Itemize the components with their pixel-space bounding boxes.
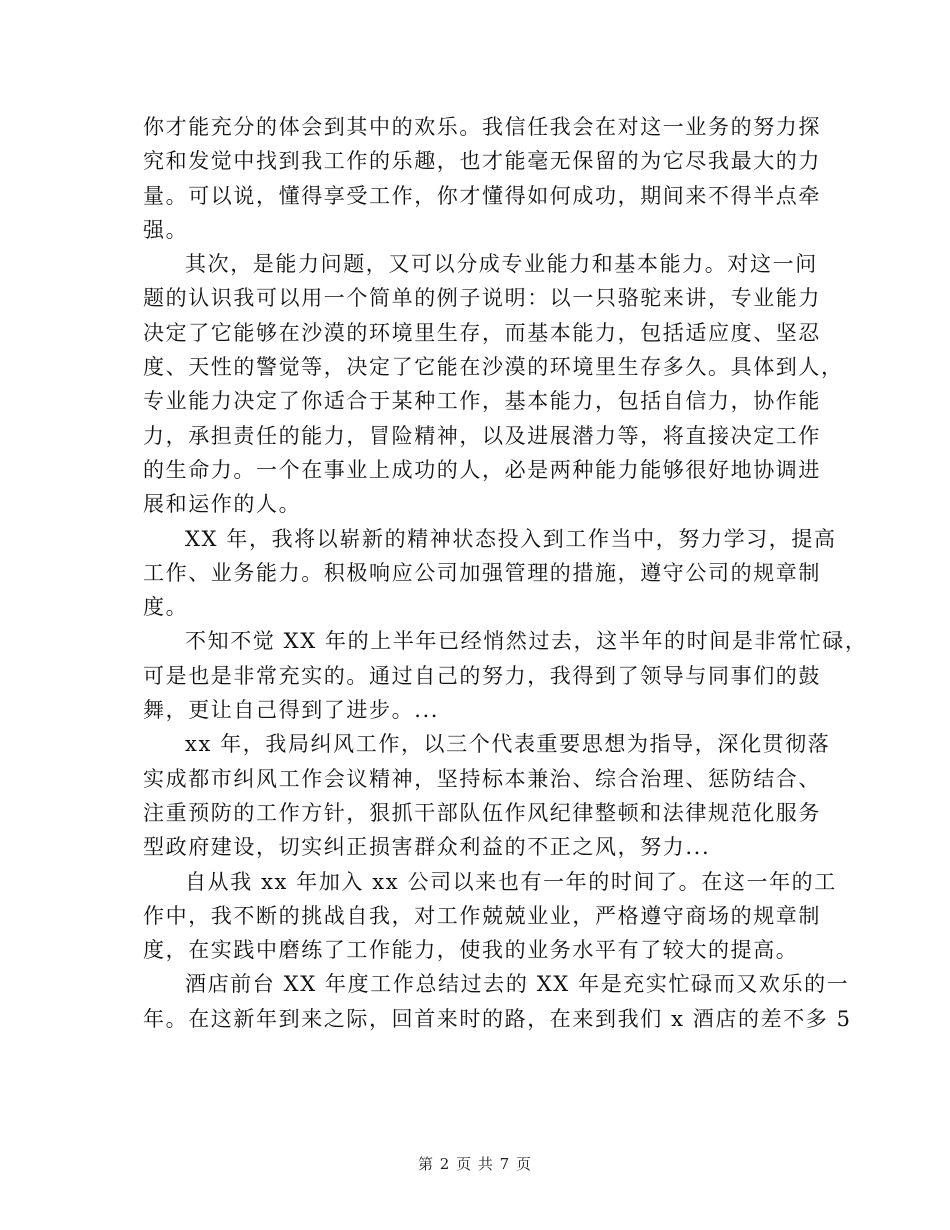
text-line: 度。 [143, 595, 189, 620]
text-line: xx 年，我局纠风工作，以三个代表重要思想为指导，深化贯彻落 [185, 732, 831, 757]
text-line: 型政府建设，切实纠正损害群众利益的不正之风，努力... [143, 835, 711, 860]
text-line: 工作、业务能力。积极响应公司加强管理的措施，遵守公司的规章制 [143, 560, 821, 585]
text-line: 你才能充分的体会到其中的欢乐。我信任我会在对这一业务的努力探 [143, 115, 821, 139]
text-line: 舞，更让自己得到了进步。... [143, 698, 440, 723]
text-line: 度，在实践中磨练了工作能力，使我的业务水平有了较大的提高。 [143, 938, 799, 963]
text-line: 的生命力。一个在事业上成功的人，必是两种能力能够很好地协调进 [143, 457, 821, 482]
text-line: 其次，是能力问题，又可以分成专业能力和基本能力。对这一问 [185, 252, 818, 277]
text-line: 量。可以说，懂得享受工作，你才懂得如何成功，期间来不得半点牵 [143, 183, 821, 208]
text-line: 度、天性的警觉等，决定了它能在沙漠的环境里生存多久。具体到人， [143, 355, 844, 380]
text-line: 实成都市纠风工作会议精神，坚持标本兼治、综合治理、惩防结合、 [143, 766, 821, 791]
text-line: 可是也是非常充实的。通过自己的努力，我得到了领导与同事们的鼓 [143, 663, 821, 688]
text-line: 专业能力决定了你适合于某种工作，基本能力，包括自信力，协作能 [143, 389, 821, 414]
text-line: 究和发觉中找到我工作的乐趣，也才能毫无保留的为它尽我最大的力 [143, 149, 821, 174]
text-line: 力，承担责任的能力，冒险精神，以及进展潜力等，将直接决定工作 [143, 423, 821, 448]
text-line: 不知不觉 XX 年的上半年已经悄然过去，这半年的时间是非常忙碌， [185, 629, 868, 654]
text-line: 自从我 xx 年加入 xx 公司以来也有一年的时间了。在这一年的工 [185, 869, 837, 894]
text-line: 题的认识我可以用一个简单的例子说明：以一只骆驼来讲，专业能力 [143, 286, 821, 311]
page-number-footer: 第 2 页 共 7 页 [418, 1155, 532, 1173]
text-line: 注重预防的工作方针，狠抓干部队伍作风纪律整顿和法律规范化服务 [143, 800, 821, 825]
text-line: 酒店前台 XX 年度工作总结过去的 XX 年是充实忙碌而又欢乐的一 [185, 972, 850, 997]
text-line: 年。在这新年到来之际，回首来时的路，在来到我们 x 酒店的差不多 5 [143, 1006, 852, 1031]
text-line: 强。 [143, 217, 189, 242]
text-line: 展和运作的人。 [143, 492, 302, 517]
document-body [143, 110, 868, 1036]
text-line: XX 年，我将以崭新的精神状态投入到工作当中，努力学习，提高 [185, 526, 837, 551]
text-line: 作中，我不断的挑战自我，对工作兢兢业业，严格遵守商场的规章制 [143, 903, 821, 928]
text-line: 决定了它能够在沙漠的环境里生存，而基本能力，包括适应度、坚忍 [143, 320, 821, 345]
